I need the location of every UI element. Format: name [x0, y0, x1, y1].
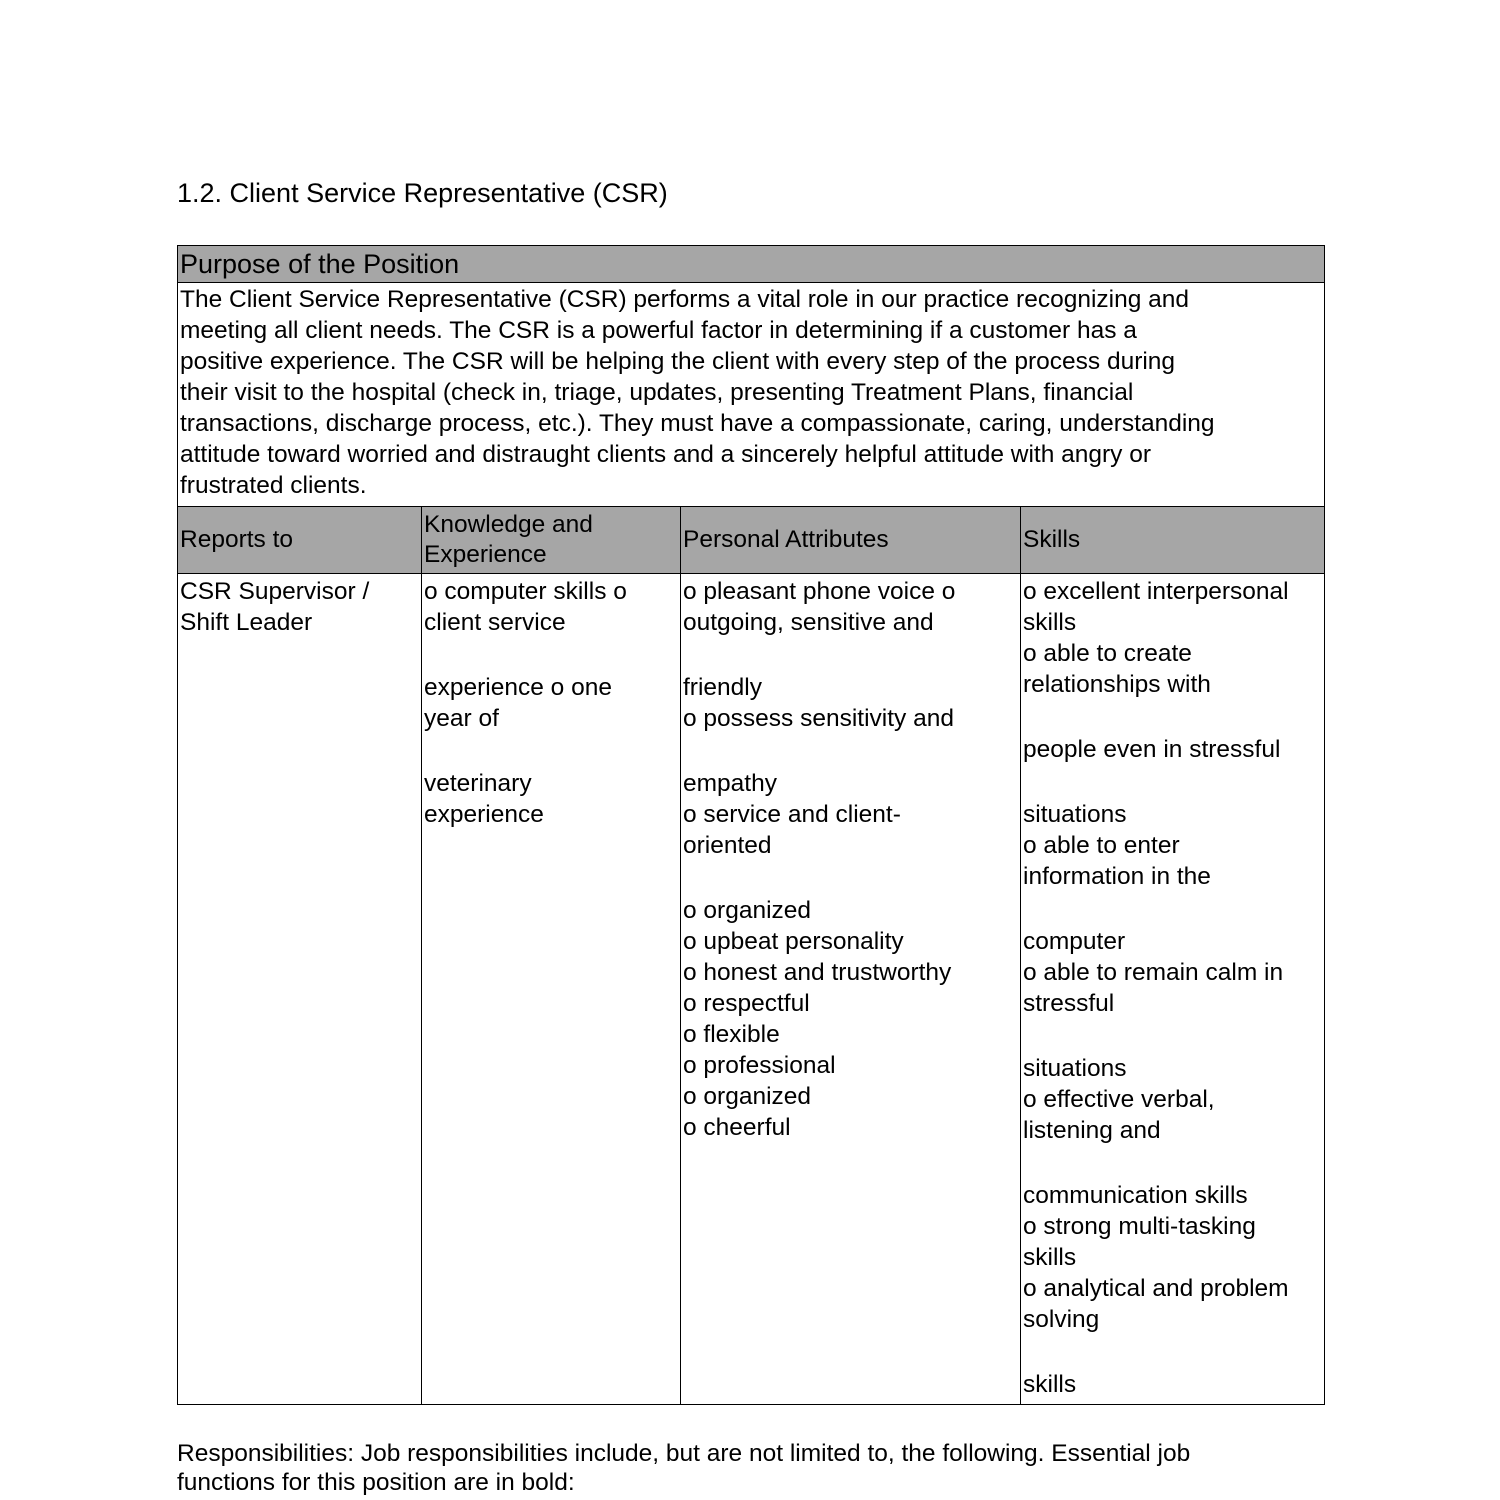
cell-line: o analytical and problem	[1023, 1275, 1289, 1302]
section-title: 1.2. Client Service Representative (CSR)	[177, 178, 668, 208]
cell-line: communication skills	[1023, 1182, 1248, 1209]
cell-line: o able to remain calm in	[1023, 959, 1284, 986]
cell-line: computer	[1023, 928, 1126, 955]
cell-line: listening and	[1023, 1117, 1161, 1144]
purpose-line: frustrated clients.	[180, 472, 367, 499]
header-knowledge-experience	[422, 507, 681, 574]
cell-line: year of	[424, 705, 499, 732]
cell-line	[1023, 1146, 1324, 1180]
cell-line: o possess sensitivity and	[683, 705, 954, 732]
cell-line: friendly	[683, 674, 762, 701]
cell-line: o effective verbal,	[1023, 1086, 1215, 1113]
purpose-body-row	[178, 283, 1325, 507]
cell-line	[424, 638, 680, 672]
cell-line	[1023, 700, 1324, 734]
purpose-header-row	[178, 246, 1325, 283]
cell-line: people even in stressful	[1023, 736, 1281, 763]
cell-knowledge	[422, 574, 681, 1405]
responsibilities-line: functions for this position are in bold:	[177, 1469, 575, 1496]
cell-line: experience	[424, 801, 544, 828]
cell-line: experience o one	[424, 674, 612, 701]
cell-line: o organized	[683, 897, 812, 924]
cell-line: skills	[1023, 609, 1077, 636]
cell-line	[683, 734, 1020, 768]
cell-line: o upbeat personality	[683, 928, 904, 955]
cell-line	[1023, 1335, 1324, 1369]
cell-line: o computer skills o	[424, 578, 627, 605]
cell-line: o able to enter	[1023, 832, 1180, 859]
header-knowledge-line: Knowledge and	[424, 511, 593, 538]
cell-line: empathy	[683, 770, 777, 797]
cell-skills	[1021, 574, 1325, 1405]
purpose-line: transactions, discharge process, etc.). They must have a compassionate, caring, understanding	[180, 410, 1215, 437]
cell-line: skills	[1023, 1244, 1077, 1271]
cell-line: outgoing, sensitive and	[683, 609, 934, 636]
cell-line: o cheerful	[683, 1114, 791, 1141]
cell-line: o excellent interpersonal	[1023, 578, 1289, 605]
cell-line: o strong multi-tasking	[1023, 1213, 1256, 1240]
cell-line	[683, 638, 1020, 672]
purpose-line: positive experience. The CSR will be helping the client with every step of the process during	[180, 348, 1176, 375]
cell-line: o honest and trustworthy	[683, 959, 952, 986]
cell-line	[1023, 1019, 1324, 1053]
cell-line: information in the	[1023, 863, 1211, 890]
cell-line: o respectful	[683, 990, 810, 1017]
purpose-header: Purpose of the Position	[178, 246, 1325, 283]
cell-line: CSR Supervisor /	[180, 578, 370, 605]
header-skills: Skills	[1021, 507, 1325, 574]
purpose-line: their visit to the hospital (check in, triage, updates, presenting Treatment Plans, financial	[180, 379, 1134, 406]
cell-line: veterinary	[424, 770, 532, 797]
purpose-line: meeting all client needs. The CSR is a powerful factor in determining if a customer has a	[180, 317, 1137, 344]
cell-line: solving	[1023, 1306, 1100, 1333]
column-header-row	[178, 507, 1325, 574]
cell-line: client service	[424, 609, 566, 636]
cell-line: o pleasant phone voice o	[683, 578, 956, 605]
cell-line: situations	[1023, 801, 1127, 828]
cell-line: o flexible	[683, 1021, 780, 1048]
cell-line: stressful	[1023, 990, 1115, 1017]
cell-line	[683, 861, 1020, 895]
purpose-line: attitude toward worried and distraught clients and a sincerely helpful attitude with angry or	[180, 441, 1152, 468]
cell-line: o professional	[683, 1052, 836, 1079]
cell-personal-attributes	[681, 574, 1021, 1405]
cell-line: situations	[1023, 1055, 1127, 1082]
responsibilities-intro	[177, 1439, 1327, 1497]
cell-line: oriented	[683, 832, 772, 859]
responsibilities-line: Responsibilities: Job responsibilities include, but are not limited to, the following. Essential job	[177, 1440, 1191, 1467]
cell-line	[424, 734, 680, 768]
cell-line: skills	[1023, 1371, 1077, 1398]
cell-line: o able to create	[1023, 640, 1192, 667]
purpose-line: The Client Service Representative (CSR) performs a vital role in our practice recognizing and	[180, 286, 1190, 313]
details-row	[178, 574, 1325, 1405]
header-knowledge-line: Experience	[424, 541, 547, 568]
cell-line: Shift Leader	[180, 609, 313, 636]
cell-reports-to	[178, 574, 422, 1405]
cell-line: relationships with	[1023, 671, 1211, 698]
header-reports-to: Reports to	[178, 507, 422, 574]
cell-line: o organized	[683, 1083, 812, 1110]
position-table	[177, 245, 1325, 1405]
header-personal-attributes: Personal Attributes	[681, 507, 1021, 574]
cell-line	[1023, 892, 1324, 926]
cell-line: o service and client-	[683, 801, 901, 828]
purpose-description	[178, 283, 1325, 507]
cell-line	[1023, 765, 1324, 799]
